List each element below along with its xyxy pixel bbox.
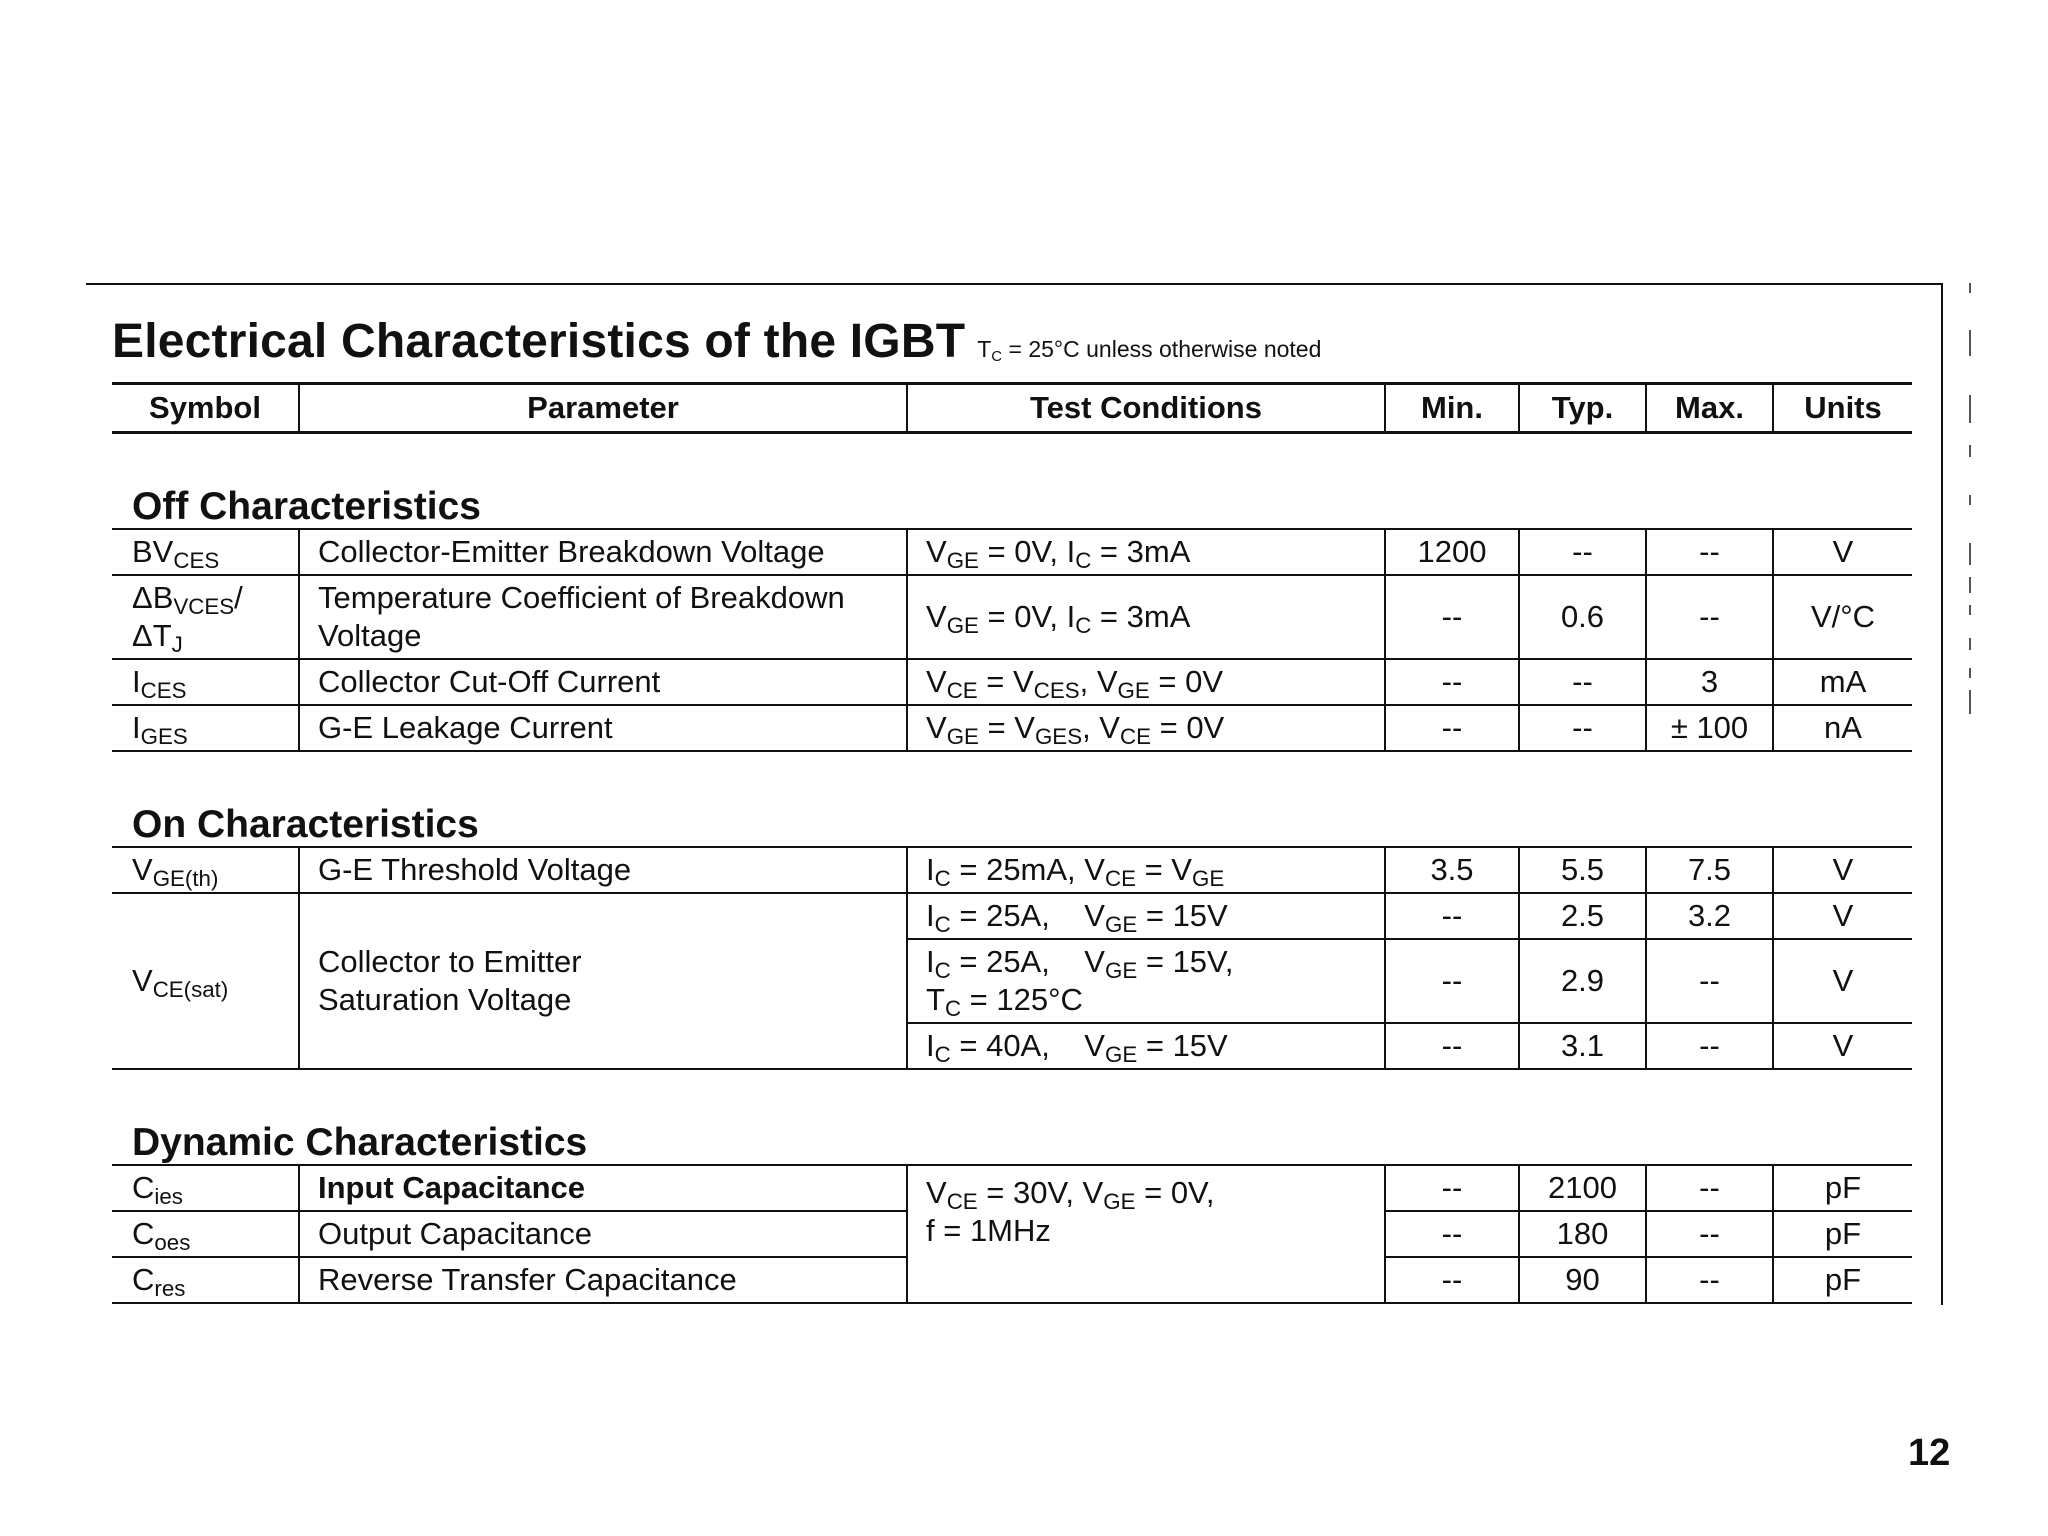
max-cell: ± 100 <box>1646 705 1773 751</box>
min-cell: -- <box>1385 1165 1519 1211</box>
page-number: 12 <box>1908 1432 1951 1474</box>
typ-cell: -- <box>1519 529 1646 575</box>
table-row <box>112 575 1912 659</box>
unit-cell: V <box>1773 939 1912 1023</box>
margin-dash <box>1969 638 1971 650</box>
margin-dash <box>1969 283 1971 293</box>
margin-dash <box>1969 395 1971 423</box>
min-cell: -- <box>1385 659 1519 705</box>
unit-cell: V <box>1773 847 1912 893</box>
max-cell: -- <box>1646 575 1773 659</box>
symbol-cell: $C_{oes}$ <box>112 1211 299 1257</box>
max-cell: 3 <box>1646 659 1773 705</box>
margin-dash <box>1969 668 1971 678</box>
section-row <box>112 1069 1912 1165</box>
symbol-cell: $\Delta B_{VCES}/$ $\Delta T_J$ <box>112 575 299 659</box>
parameter-cell: Input Capacitance <box>299 1165 907 1211</box>
min-cell: -- <box>1385 1023 1519 1069</box>
parameter-cell: G-E Leakage Current <box>299 705 907 751</box>
section-row <box>112 433 1912 530</box>
condition-cell: $I_C = 40A$, $V_{GE} = 15V$ <box>907 1023 1385 1069</box>
page-frame-top-rule <box>86 283 1943 285</box>
section-heading-off: Off Characteristics <box>132 485 481 528</box>
min-cell: -- <box>1385 705 1519 751</box>
symbol-cell: $V_{CE(sat)}$ <box>112 893 299 1069</box>
symbol-cell: $C_{res}$ <box>112 1257 299 1303</box>
typ-cell: 5.5 <box>1519 847 1646 893</box>
symbol-cell: $V_{GE(th)}$ <box>112 847 299 893</box>
condition-cell: $I_C = 25A$, $V_{GE} = 15V$, $T_C = 125^\circ C$ <box>907 939 1385 1023</box>
unit-cell: V/°C <box>1773 575 1912 659</box>
min-cell: -- <box>1385 575 1519 659</box>
section-heading-on: On Characteristics <box>132 803 479 846</box>
min-cell: -- <box>1385 1257 1519 1303</box>
typ-cell: 2100 <box>1519 1165 1646 1211</box>
min-cell: -- <box>1385 893 1519 939</box>
margin-dash <box>1969 543 1971 565</box>
max-cell: -- <box>1646 1023 1773 1069</box>
max-cell: -- <box>1646 529 1773 575</box>
symbol-cell: $I_{GES}$ <box>112 705 299 751</box>
typ-cell: 90 <box>1519 1257 1646 1303</box>
typ-cell: -- <box>1519 705 1646 751</box>
table-row <box>112 529 1912 575</box>
condition-cell: $V_{GE} = 0V$, $I_C = 3mA$ <box>907 575 1385 659</box>
unit-cell: V <box>1773 1023 1912 1069</box>
max-cell: 7.5 <box>1646 847 1773 893</box>
table-header-row <box>112 384 1912 433</box>
table-row <box>112 659 1912 705</box>
typ-cell: -- <box>1519 659 1646 705</box>
min-cell: -- <box>1385 1211 1519 1257</box>
unit-cell: V <box>1773 893 1912 939</box>
col-header-max: Max. <box>1646 384 1773 433</box>
col-header-test-conditions: Test Conditions <box>907 384 1385 433</box>
condition-cell: $V_{GE} = 0V$, $I_C = 3mA$ <box>907 529 1385 575</box>
table-row <box>112 893 1912 939</box>
max-cell: -- <box>1646 1257 1773 1303</box>
unit-cell: V <box>1773 529 1912 575</box>
unit-cell: nA <box>1773 705 1912 751</box>
parameter-cell: G-E Threshold Voltage <box>299 847 907 893</box>
margin-dash <box>1969 330 1971 356</box>
min-cell: 3.5 <box>1385 847 1519 893</box>
typ-cell: 2.9 <box>1519 939 1646 1023</box>
max-cell: 3.2 <box>1646 893 1773 939</box>
unit-cell: pF <box>1773 1211 1912 1257</box>
typ-cell: 2.5 <box>1519 893 1646 939</box>
col-header-units: Units <box>1773 384 1912 433</box>
margin-dash <box>1969 577 1971 593</box>
unit-cell: mA <box>1773 659 1912 705</box>
parameter-cell: Output Capacitance <box>299 1211 907 1257</box>
typ-cell: 0.6 <box>1519 575 1646 659</box>
margin-dash <box>1969 445 1971 457</box>
typ-cell: 3.1 <box>1519 1023 1646 1069</box>
condition-cell: $V_{CE} = 30V$, $V_{GE} = 0V$, f = 1MHz <box>907 1165 1385 1303</box>
title-condition-note: $T_C = 25^\circ C$ unless otherwise noted <box>977 336 1322 366</box>
condition-cell: $V_{CE} = V_{CES}$, $V_{GE} = 0V$ <box>907 659 1385 705</box>
condition-cell: $I_C = 25mA$, $V_{CE} = V_{GE}$ <box>907 847 1385 893</box>
section-heading-dynamic: Dynamic Characteristics <box>132 1121 588 1164</box>
col-header-typ: Typ. <box>1519 384 1646 433</box>
unit-cell: pF <box>1773 1257 1912 1303</box>
parameter-cell: Collector-Emitter Breakdown Voltage <box>299 529 907 575</box>
col-header-parameter: Parameter <box>299 384 907 433</box>
max-cell: -- <box>1646 1211 1773 1257</box>
max-cell: -- <box>1646 1165 1773 1211</box>
parameter-cell: Collector Cut-Off Current <box>299 659 907 705</box>
symbol-cell: $I_{CES}$ <box>112 659 299 705</box>
page-frame-right-rule <box>1941 283 1943 1305</box>
parameter-cell: Temperature Coefficient of Breakdown Voltage <box>299 575 907 659</box>
igbt-characteristics-table <box>112 382 1912 1304</box>
col-header-symbol: Symbol <box>112 384 299 433</box>
table-row <box>112 847 1912 893</box>
typ-cell: 180 <box>1519 1211 1646 1257</box>
symbol-cell: $C_{ies}$ <box>112 1165 299 1211</box>
unit-cell: pF <box>1773 1165 1912 1211</box>
condition-cell: $V_{GE} = V_{GES}$, $V_{CE} = 0V$ <box>907 705 1385 751</box>
margin-dash <box>1969 605 1971 615</box>
symbol-cell: $BV_{CES}$ <box>112 529 299 575</box>
parameter-cell: Reverse Transfer Capacitance <box>299 1257 907 1303</box>
page-title <box>112 314 1321 369</box>
min-cell: 1200 <box>1385 529 1519 575</box>
section-row <box>112 751 1912 847</box>
parameter-cell: Collector to Emitter Saturation Voltage <box>299 893 907 1069</box>
min-cell: -- <box>1385 939 1519 1023</box>
col-header-min: Min. <box>1385 384 1519 433</box>
max-cell: -- <box>1646 939 1773 1023</box>
margin-dash <box>1969 690 1971 714</box>
margin-dash <box>1969 495 1971 505</box>
condition-cell: $I_C = 25A$, $V_{GE} = 15V$ <box>907 893 1385 939</box>
title-text: Electrical Characteristics of the IGBT <box>112 315 966 368</box>
table-row <box>112 1165 1912 1211</box>
table-row <box>112 705 1912 751</box>
